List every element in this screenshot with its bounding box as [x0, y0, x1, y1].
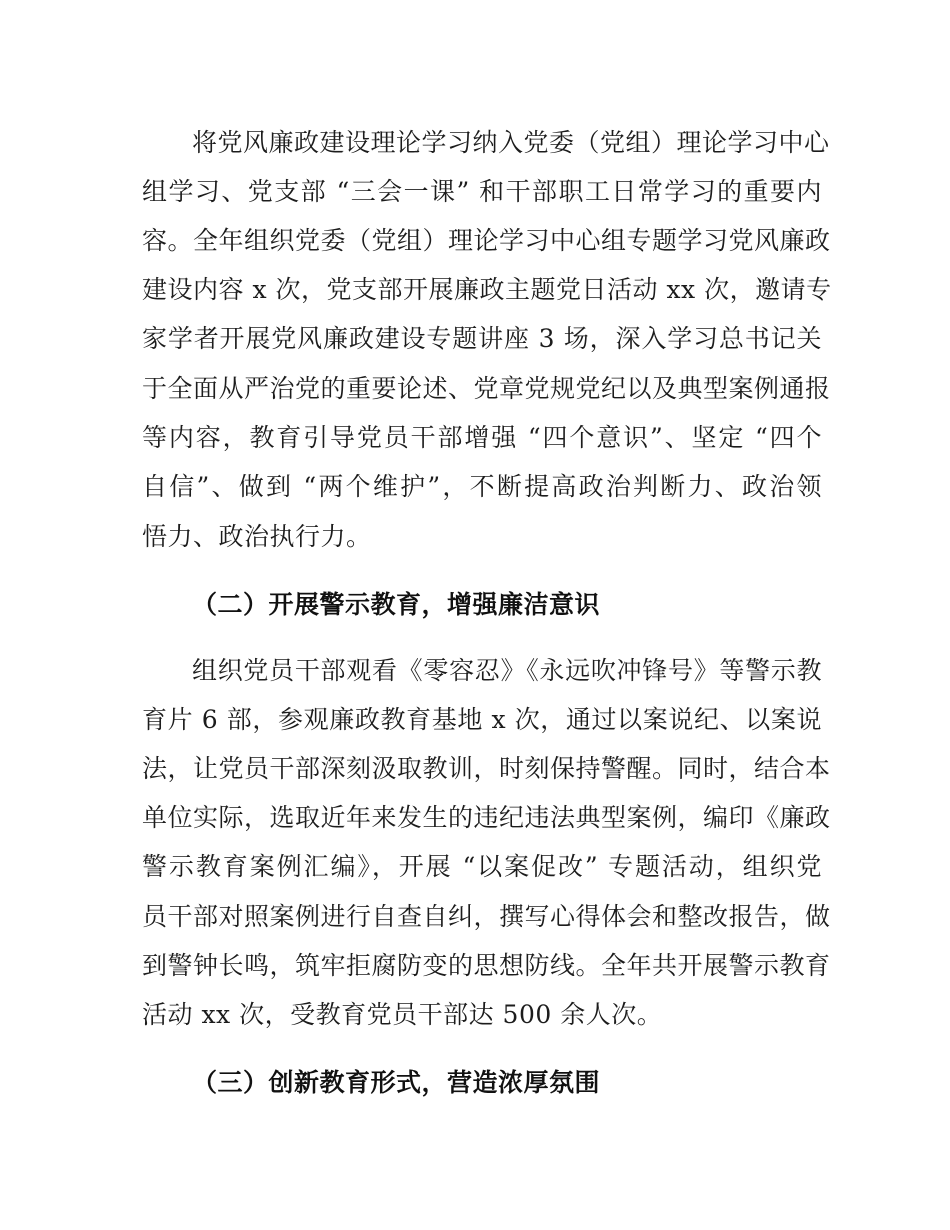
- paragraph-1-line-5: 家学者开展党风廉政建设专题讲座 3 场，深入学习总书记关: [142, 324, 822, 353]
- paragraph-1-line-8: 自信”、做到 “两个维护”，不断提高政治判断力、政治领: [142, 472, 822, 501]
- paragraph-2-line-8: 活动 xx 次，受教育党员干部达 500 余人次。: [142, 1000, 663, 1029]
- paragraph-1-line-2: 组学习、党支部 “三会一课” 和干部职工日常学习的重要内: [142, 177, 822, 206]
- paragraph-1-line-1: 将党风廉政建设理论学习纳入党委（党组）理论学习中心: [192, 128, 830, 157]
- paragraph-2-line-5: 警示教育案例汇编》，开展 “以案促改” 专题活动，组织党: [142, 852, 822, 881]
- paragraph-1-line-4: 建设内容 x 次，党支部开展廉政主题党日活动 xx 次，邀请专: [142, 275, 832, 304]
- paragraph-2-line-7: 到警钟长鸣，筑牢拒腐防变的思想防线。全年共开展警示教育: [142, 951, 831, 980]
- section-heading-2: （二）开展警示教育，增强廉洁意识: [192, 590, 601, 619]
- paragraph-2-line-1: 组织党员干部观看《零容忍》《永远吹冲锋号》等警示教: [192, 656, 822, 685]
- paragraph-1-line-3: 容。全年组织党委（党组）理论学习中心组专题学习党风廉政: [142, 226, 831, 255]
- paragraph-2-line-2: 育片 6 部，参观廉政教育基地 x 次，通过以案说纪、以案说: [142, 705, 822, 734]
- paragraph-2-line-3: 法，让党员干部深刻汲取教训，时刻保持警醒。同时，结合本: [142, 754, 831, 783]
- paragraph-1-line-6: 于全面从严治党的重要论述、党章党规党纪以及典型案例通报: [142, 374, 831, 403]
- paragraph-2-line-6: 员干部对照案例进行自查自纠，撰写心得体会和整改报告，做: [142, 902, 831, 931]
- paragraph-1-line-7: 等内容，教育引导党员干部增强 “四个意识”、坚定 “四个: [142, 423, 822, 452]
- section-heading-3: （三）创新教育形式，营造浓厚氛围: [192, 1068, 601, 1097]
- paragraph-2-line-4: 单位实际，选取近年来发生的违纪违法典型案例，编印《廉政: [142, 803, 831, 832]
- paragraph-1-line-9: 悟力、政治执行力。: [142, 522, 372, 551]
